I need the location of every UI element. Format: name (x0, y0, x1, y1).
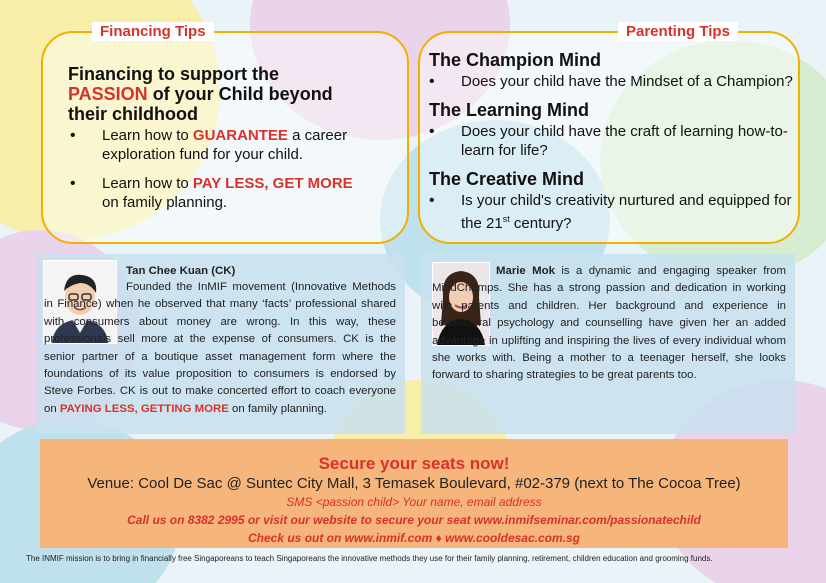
financing-title-passion: PASSION (68, 84, 148, 104)
bullet-text: Learn how to (102, 127, 193, 144)
marie-name: Marie Mok (496, 265, 555, 277)
ck-name-block (126, 263, 396, 280)
list-item (70, 126, 370, 164)
diamond-icon: ♦ (435, 531, 442, 545)
call-text[interactable]: Call us on 8382 2995 or visit our website to secure your seat www.inmifseminar.com/passionatechild (127, 513, 701, 527)
bullet-text: a career exploration fund for your child. (102, 127, 348, 163)
parenting-content (429, 49, 799, 241)
bullet-text: Is your child's creativity nurtured and equipped for the 21 (461, 192, 792, 232)
section-heading: The Champion Mind (429, 50, 601, 70)
marie-bio-text (432, 263, 786, 385)
section-heading: The Learning Mind (429, 100, 589, 120)
financing-title-line1: Financing to support the (68, 64, 279, 84)
list-item (429, 191, 799, 233)
bullet-emphasis: GUARANTEE (192, 127, 288, 144)
parenting-tag: Parenting Tips (618, 22, 738, 41)
financing-bullets (70, 126, 370, 222)
bullet-emphasis: PAY LESS, GET MORE (192, 175, 353, 192)
marie-bio-main: is a dynamic and engaging speaker from MindChamps. She has a strong passion and dedication in working with parents and children. Her background and experience in behavioural psychology and counselling have given her an added advantage in uplifting and inspiring the lives of every individual whom she works with. Being a mother to a teenager herself, she looks forward to sharing strategies to be great parents too. (432, 265, 786, 382)
superscript: st (502, 214, 510, 224)
section-heading: The Creative Mind (429, 169, 585, 189)
check-us-out (40, 529, 788, 547)
financing-tag: Financing Tips (92, 22, 214, 41)
sms-text: SMS <passion child> Your name, email address (286, 495, 542, 509)
ck-name: Tan Chee Kuan (CK) (126, 265, 236, 277)
financing-title-rest: of your Child beyond their childhood (68, 84, 333, 124)
list-item: • Does your child have the craft of learning how-to-learn for life? (429, 122, 799, 160)
venue-text: Venue: Cool De Sac @ Suntec City Mall, 3 Temasek Boulevard, #02-379 (next to The Cocoa Tree) (87, 475, 741, 492)
cooldesac-link[interactable]: www.cooldesac.com.sg (445, 531, 580, 545)
cta-headline: Secure your seats now! (318, 454, 510, 473)
bullet-text: Learn how to (102, 175, 193, 192)
cta-box (40, 439, 788, 548)
list-item (70, 174, 370, 212)
bullet-text: on family planning. (102, 194, 228, 211)
ck-bio-emphasis: PAYING LESS, GETTING MORE (59, 402, 229, 415)
inmif-link[interactable]: Check us out on www.inmif.com (248, 531, 433, 545)
ck-bio-tail: on family planning. (228, 402, 327, 415)
financing-title (68, 64, 368, 124)
mission-footer: The INMIF mission is to bring in financially free Singaporeans to teach Singaporeans the innovative methods they use for their family planning, retirement, children education and grooming funds. (26, 554, 713, 563)
bullet-text: century? (509, 215, 572, 232)
list-item: • Does your child have the Mindset of a Champion? (429, 72, 799, 91)
ck-bio-main: Founded the InMIF movement (Innovative Methods in Finance) when he observed that many ‘facts’ professional shared with consumers about money are wrong. In this way, these professionals sell more at the expense of consumers. CK is the senior partner of a boutique asset management form where the foundations of its value proposition to consumers is endorsed by Steve Forbes. CK is out to make concerted effort to coach everyone on (44, 281, 396, 415)
ck-bio-text (44, 279, 396, 418)
